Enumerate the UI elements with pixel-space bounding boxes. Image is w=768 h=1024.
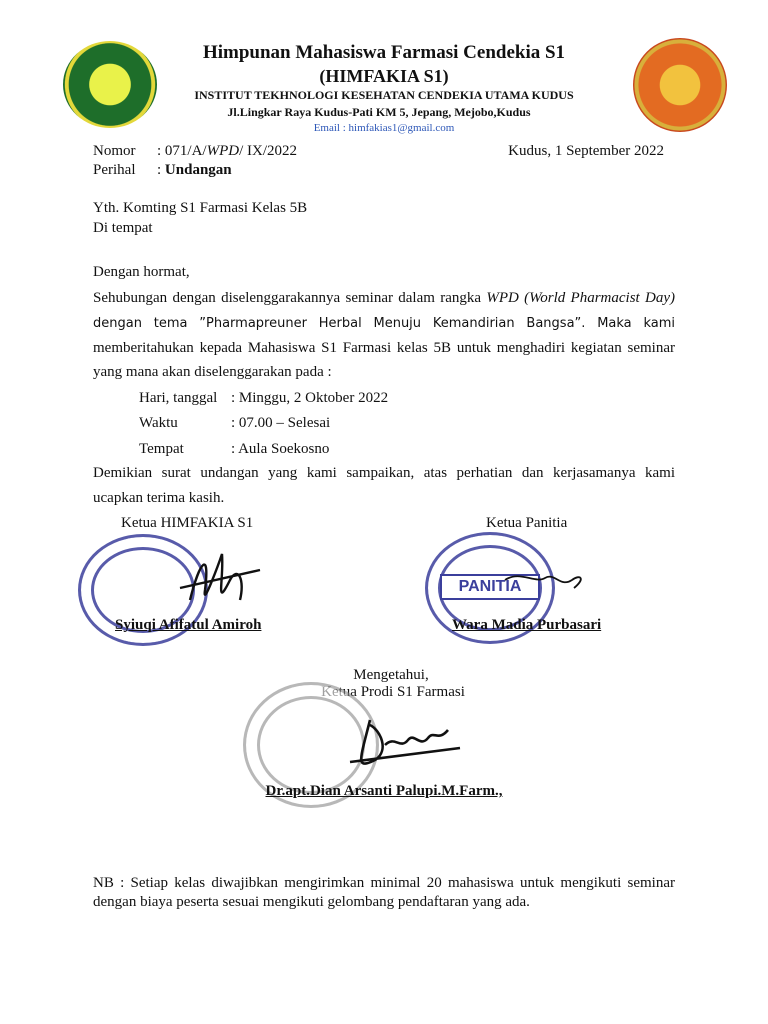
perihal-value bbox=[157, 161, 232, 179]
greeting: Dengan hormat, bbox=[93, 264, 190, 280]
closing-line-2: ucapkan terima kasih. bbox=[93, 490, 225, 506]
recipient-place: Di tempat bbox=[93, 220, 153, 236]
closing-line-1: Demikian surat undangan yang kami sampaikan, atas perhatian dan kerjasamanya kami bbox=[93, 465, 675, 481]
left-signature-icon bbox=[160, 540, 270, 620]
acknowledge-name: Dr.apt.Dian Arsanti Palupi.M.Farm., bbox=[265, 783, 503, 799]
detail-value-date: : Minggu, 2 Oktober 2022 bbox=[231, 390, 389, 406]
note-line-1: NB : Setiap kelas diwajibkan mengirimkan minimal 20 mahasiswa untuk mengikuti seminar bbox=[93, 875, 675, 891]
letter-date: Kudus, 1 September 2022 bbox=[508, 143, 664, 159]
left-signatory-title: Ketua HIMFAKIA S1 bbox=[121, 515, 254, 531]
organization-name: Himpunan Mahasiswa Farmasi Cendekia S1 bbox=[202, 42, 566, 63]
detail-label-date: Hari, tanggal bbox=[139, 390, 218, 406]
nomor-italic: WPD bbox=[206, 143, 240, 159]
right-signatory-name: Wara Madia Purbasari bbox=[452, 617, 602, 633]
detail-value-place: : Aula Soekosno bbox=[231, 441, 330, 457]
nomor-value bbox=[157, 142, 297, 160]
perihal-colon: : bbox=[157, 162, 165, 178]
detail-label-place: Tempat bbox=[139, 441, 184, 457]
left-signatory-name: Syiuqi Afifatul Amiroh bbox=[115, 617, 262, 633]
right-signature-icon bbox=[500, 560, 590, 600]
body-line-1-italic: WPD (World Pharmacist Day) bbox=[486, 290, 676, 306]
email-link[interactable]: Email : himfakias1@gmail.com bbox=[313, 122, 455, 134]
nomor-suffix: / IX/2022 bbox=[239, 143, 298, 159]
right-signatory-title: Ketua Panitia bbox=[486, 515, 568, 531]
body-line-2: dengan tema ”Pharmapreuner Herbal Menuju Kemandirian Bangsa”. Maka kami bbox=[93, 316, 675, 331]
body-line-1 bbox=[93, 289, 675, 307]
detail-label-time: Waktu bbox=[139, 415, 178, 431]
perihal-label: Perihal bbox=[93, 162, 136, 178]
nomor-prefix: : 071/A/ bbox=[157, 143, 207, 159]
institute-address: Jl.Lingkar Raya Kudus-Pati KM 5, Jepang, Mejobo,Kudus bbox=[227, 105, 531, 119]
body-line-1-text: Sehubungan dengan diselenggarakannya seminar dalam rangka bbox=[93, 290, 487, 306]
recipient: Yth. Komting S1 Farmasi Kelas 5B bbox=[93, 200, 308, 216]
acknowledge-label: Mengetahui, bbox=[353, 667, 429, 683]
institute-name: INSTITUT TEKHNOLOGI KESEHATAN CENDEKIA UTAMA KUDUS bbox=[194, 88, 574, 102]
perihal-subject: Undangan bbox=[164, 162, 232, 178]
body-line-3: memberitahukan kepada Mahasiswa S1 Farmasi kelas 5B untuk menghadiri kegiatan seminar bbox=[93, 340, 675, 356]
detail-value-time: : 07.00 – Selesai bbox=[231, 415, 331, 431]
note-line-2: dengan biaya peserta sesuai mengikuti gelombang pendaftaran yang ada. bbox=[93, 894, 530, 910]
body-line-4: yang mana akan diselenggarakan pada : bbox=[93, 364, 332, 380]
nomor-label: Nomor bbox=[93, 143, 136, 159]
prodi-signature-icon bbox=[330, 700, 470, 780]
organization-abbreviation: (HIMFAKIA S1) bbox=[319, 66, 449, 86]
panitia-stamp-label: PANITIA bbox=[440, 574, 540, 600]
acknowledge-title: Ketua Prodi S1 Farmasi bbox=[321, 684, 465, 700]
